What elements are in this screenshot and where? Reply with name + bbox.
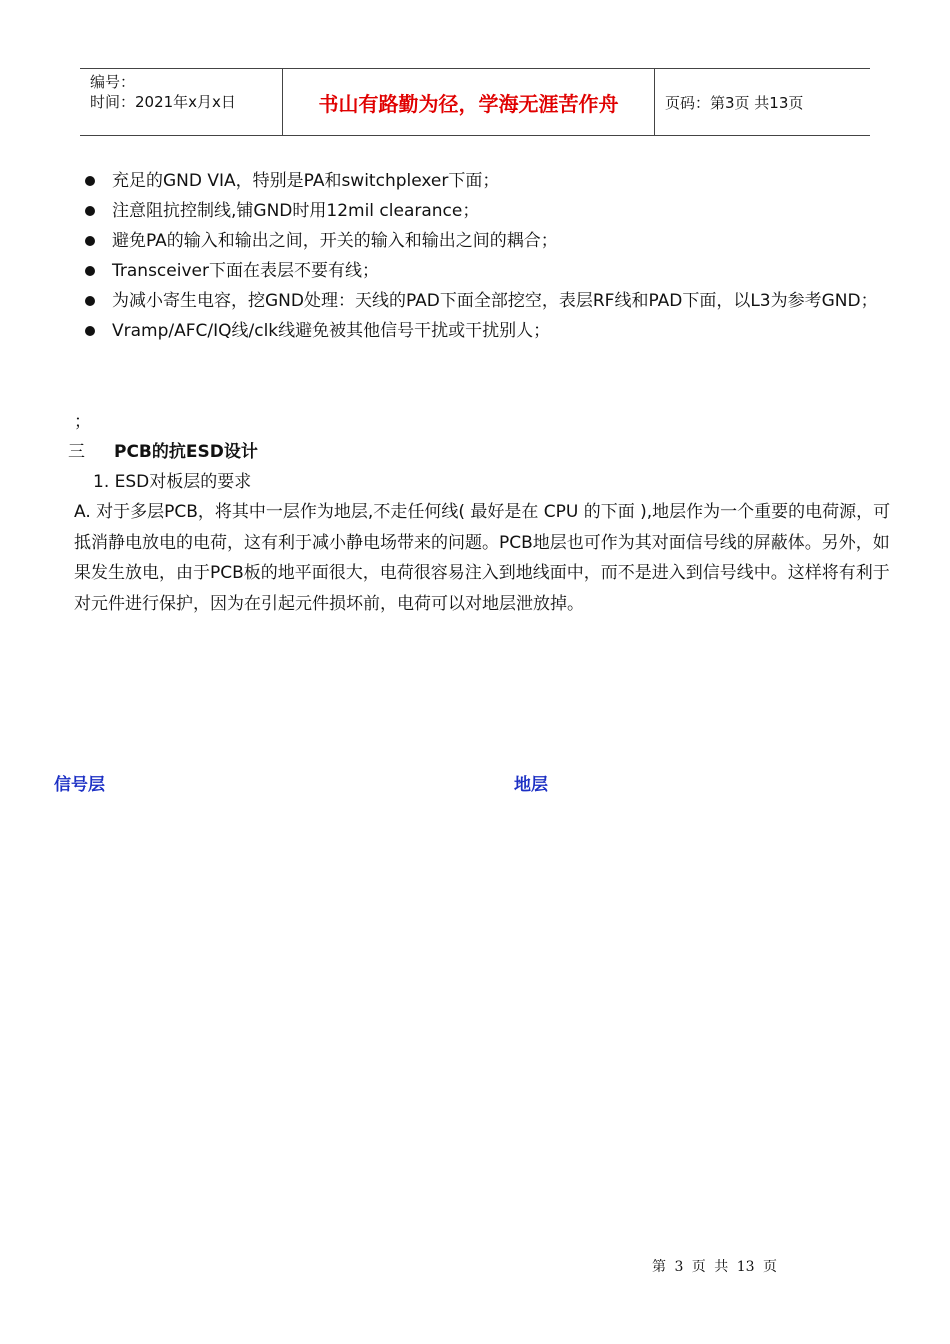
bullet-icon xyxy=(85,206,95,216)
list-item-text: 充足的GND VIA，特别是PA和switchplexer下面； xyxy=(112,171,500,191)
list-item xyxy=(82,256,902,286)
list-item-text: 注意阻抗控制线,铺GND时用12mil clearance； xyxy=(112,201,480,221)
header-meta xyxy=(80,69,282,135)
bullet-icon xyxy=(85,176,95,186)
section-number: 三 xyxy=(68,442,85,462)
time-label: 时间：2021年x月x日 xyxy=(90,93,236,111)
bullet-icon xyxy=(85,236,95,246)
list-item xyxy=(82,286,902,316)
list-item-text: 为减小寄生电容，挖GND处理：天线的PAD下面全部挖空，表层RF线和PAD下面，以L3为参考GND； xyxy=(112,291,878,311)
page-header xyxy=(80,68,870,136)
bullet-list xyxy=(82,166,902,346)
page-footer: 第 3 页 共 13 页 xyxy=(652,1259,777,1275)
bullet-icon xyxy=(85,296,95,306)
body-paragraph: A. 对于多层PCB，将其中一层作为地层,不走任何线( 最好是在 CPU 的下面 ),地层作为一个重要的电荷源，可抵消静电放电的电荷，这有利于减小静电场带来的问题。PCB地层也可作为其对面信号线的屏蔽体。另外，如果发生放电，由于PCB板的地平面很大，电荷很容易注入到地线面中，而不是进入到信号线中。这样将有利于对元件进行保护，因为在引起元件损坏前，电荷可以对地层泄放掉。 xyxy=(74,502,891,614)
bullet-icon xyxy=(85,326,95,336)
ground-layer-label: 地层 xyxy=(514,775,548,795)
stray-semicolon: ； xyxy=(74,412,91,432)
list-item-text: 避免PA的输入和输出之间，开关的输入和输出之间的耦合； xyxy=(112,231,558,251)
signal-layer-label: 信号层 xyxy=(54,775,105,795)
list-item-text: Vramp/AFC/IQ线/clk线避免被其他信号干扰或干扰别人； xyxy=(112,321,551,341)
list-item xyxy=(82,166,902,196)
number-label: 编号： xyxy=(90,73,136,91)
header-page-info: 页码：第3页 共13页 xyxy=(665,93,804,112)
list-item-text: Transceiver下面在表层不要有线； xyxy=(112,261,379,281)
header-motto: 书山有路勤为径，学海无涯苦作舟 xyxy=(282,69,655,135)
subheading: 1. ESD对板层的要求 xyxy=(93,472,252,492)
bullet-icon xyxy=(85,266,95,276)
list-item xyxy=(82,316,902,346)
list-item xyxy=(82,196,902,226)
section-title: PCB的抗ESD设计 xyxy=(114,442,258,462)
list-item xyxy=(82,226,902,256)
